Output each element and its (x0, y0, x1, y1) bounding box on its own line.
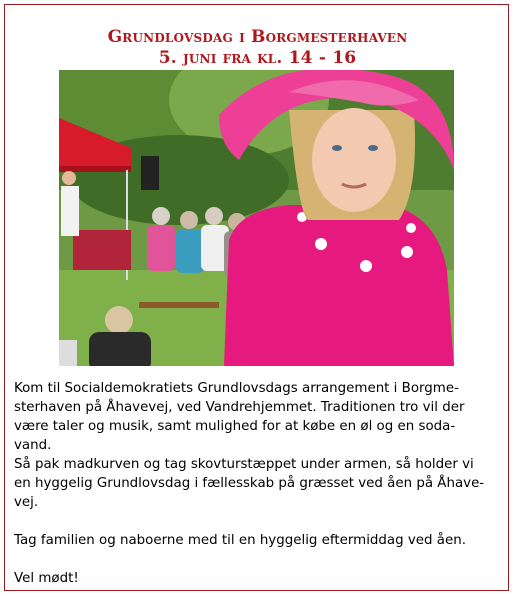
paragraph-intro-line-1: Kom til Socialdemokratiets Grundlovsdags arrangement i Borgme- (14, 381, 459, 396)
event-title: Grundlovsdag i Borgmesterhaven (107, 27, 408, 47)
event-photo (59, 70, 454, 366)
paragraph-intro-line-2: sterhaven på Åhavevej, ved Vandrehjemmet. Traditionen tro vil der (14, 400, 465, 415)
paragraph-intro-line-3: være taler og musik, samt mulighed for at købe en øl og en soda- (14, 419, 456, 434)
closing-greeting: Vel mødt! (14, 571, 79, 586)
paragraph-picnic-line-3: vej. (14, 495, 39, 510)
event-description (14, 379, 502, 588)
paragraph-picnic-line-1: Så pak madkurven og tag skovturstæppet under armen, så holder vi (14, 457, 474, 472)
paragraph-family: Tag familien og naboerne med til en hyggelig eftermiddag ved åen. (14, 533, 466, 548)
paragraph-picnic-line-2: en hyggelig Grundlovsdag i fællesskab på græsset ved åen på Åhave- (14, 476, 485, 491)
paragraph-intro-line-4: vand. (14, 438, 52, 453)
event-date-time: 5. juni fra kl. 14 - 16 (158, 48, 357, 68)
